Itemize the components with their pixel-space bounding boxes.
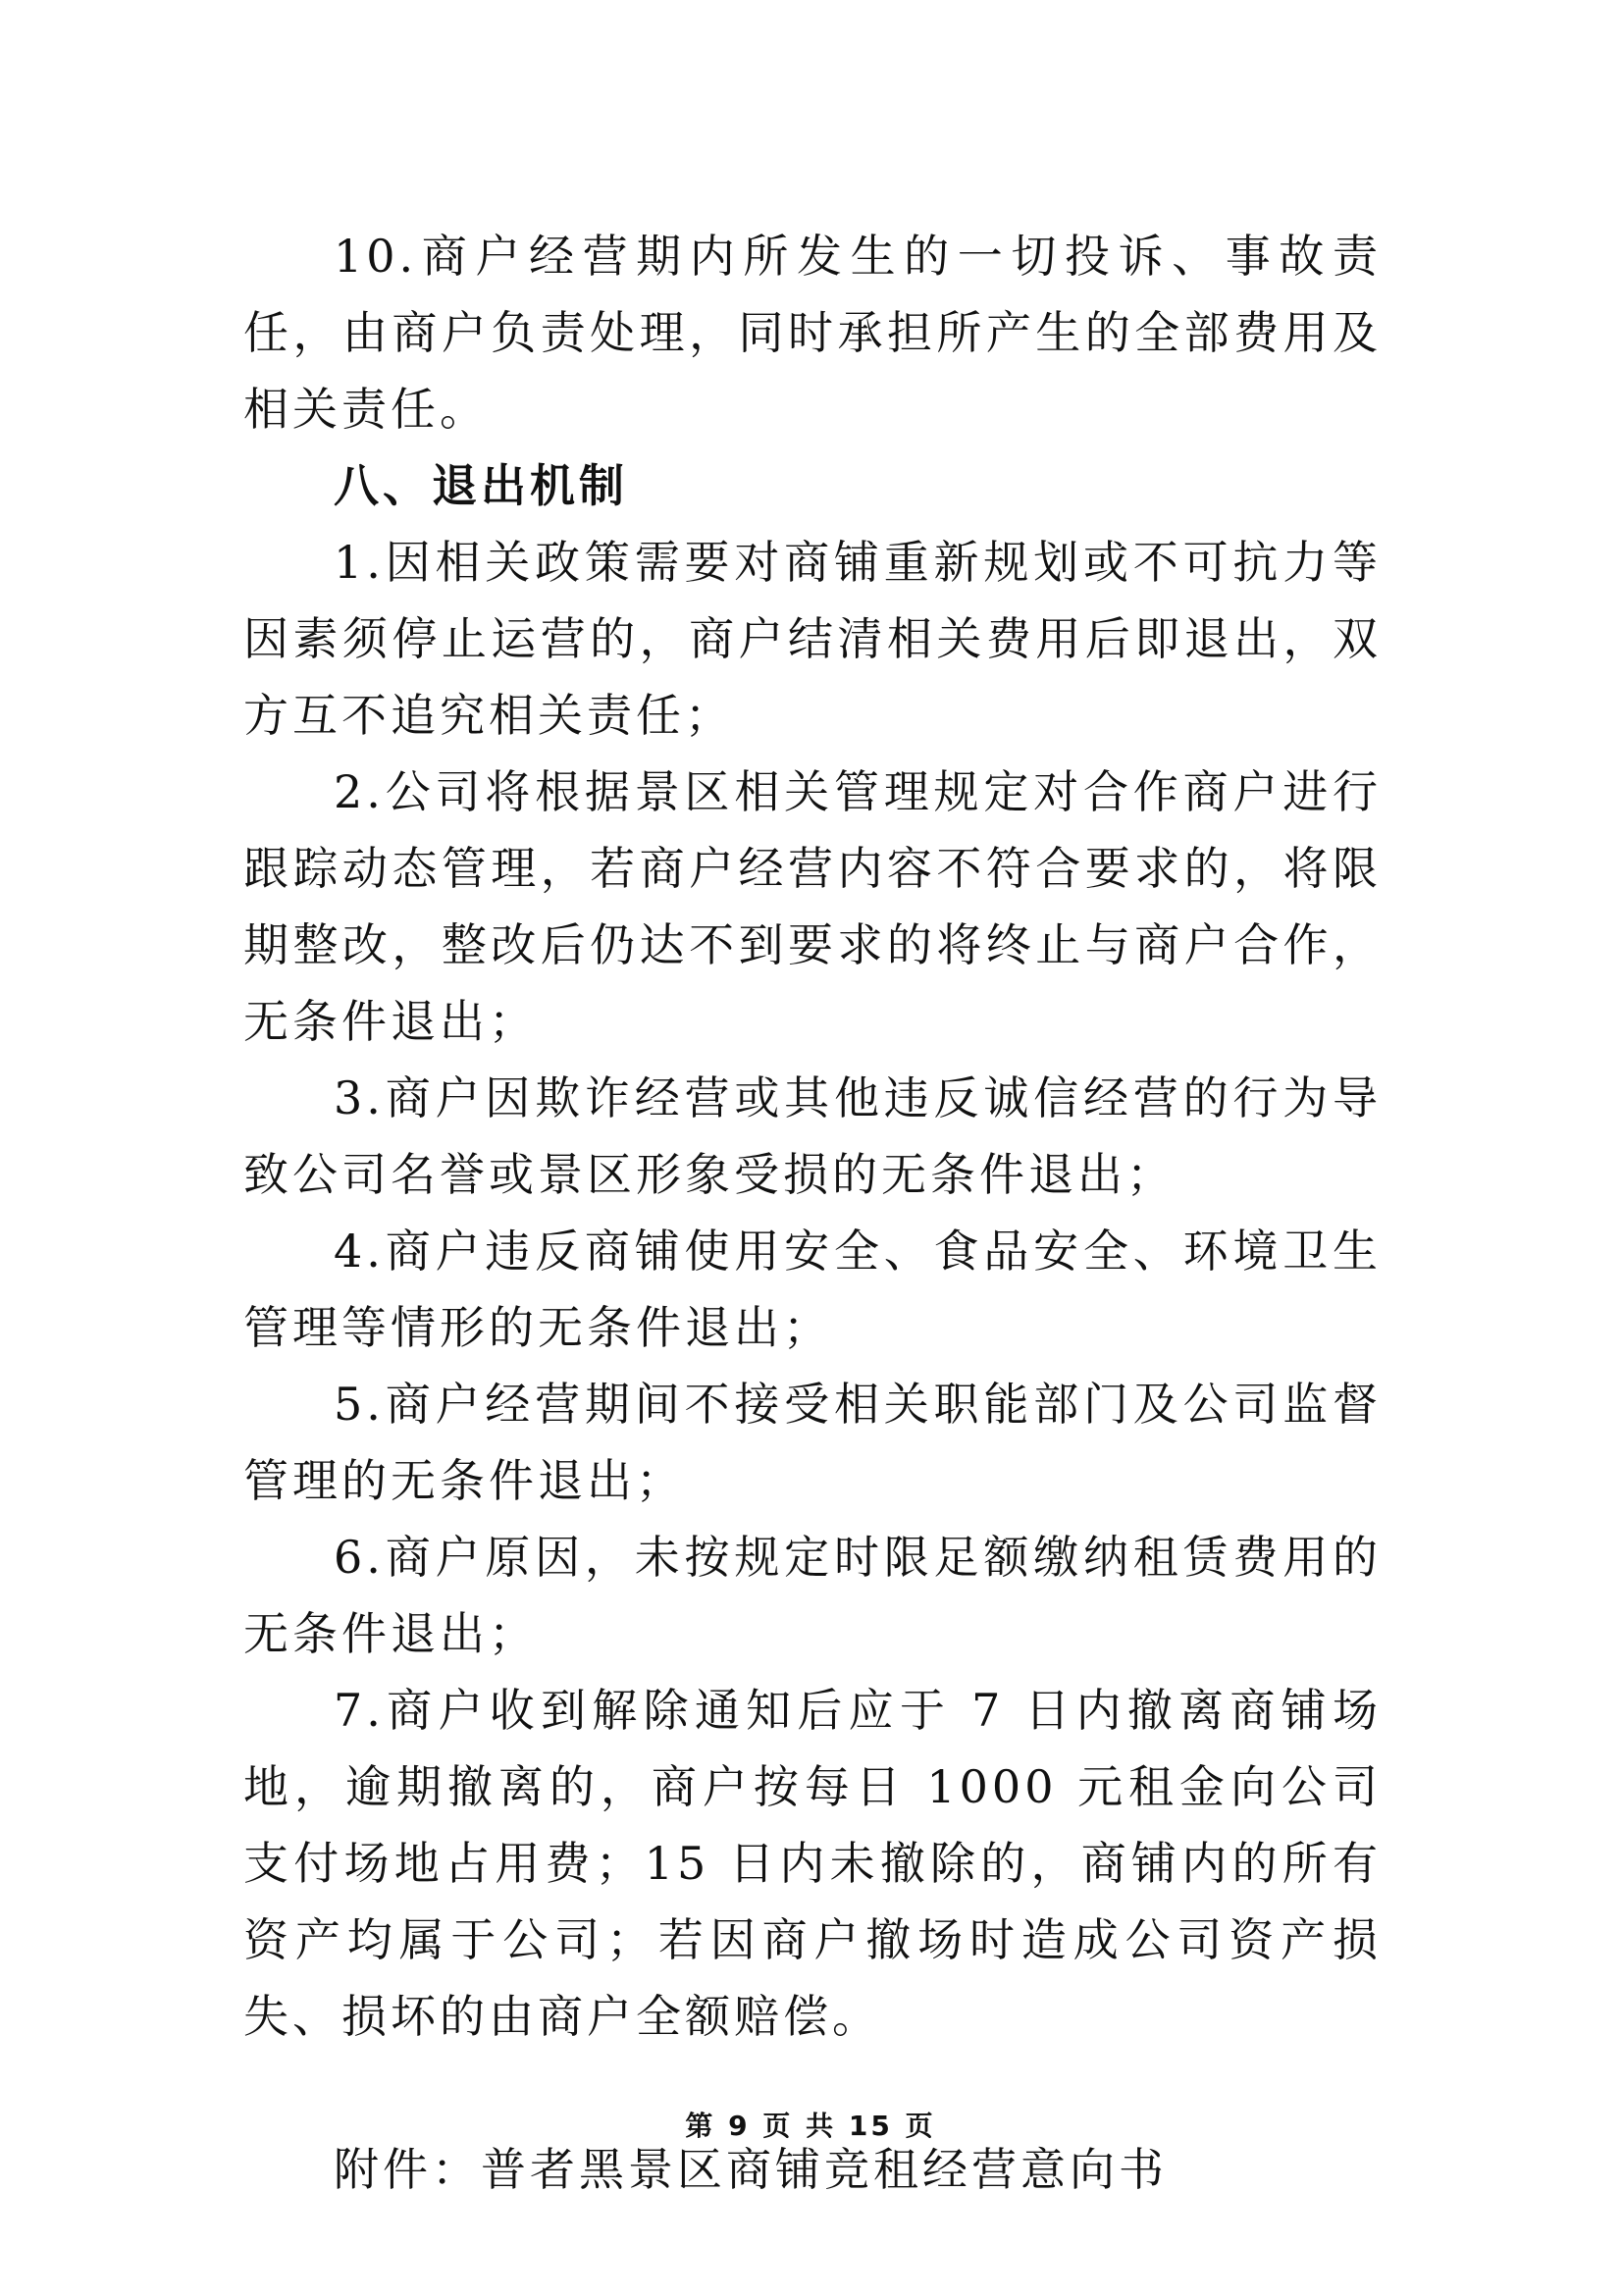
exit-item-2: 2.公司将根据景区相关管理规定对合作商户进行跟踪动态管理，若商户经营内容不符合要求的，将限期整改，整改后仍达不到要求的将终止与商户合作，无条件退出； [243,765,1382,1048]
page-number-footer: 第 9 页 共 15 页 [685,2110,936,2142]
exit-item-5: 5.商户经营期间不接受相关职能部门及公司监督管理的无条件退出； [243,1378,1382,1507]
document-body [243,218,1382,2208]
exit-item-4: 4.商户违反商铺使用安全、食品安全、环境卫生管理等情形的无条件退出； [243,1225,1382,1354]
exit-item-7: 7.商户收到解除通知后应于 7 日内撤离商铺场地，逾期撤离的，商户按每日 1000 元租金向公司支付场地占用费；15 日内未撤除的，商铺内的所有资产均属于公司；若因商户撤场时造成公司资产损失、损坏的由商户全额赔偿。 [243,1684,1382,2043]
section-heading: 八、退出机制 [334,459,628,512]
exit-item-3: 3.商户因欺诈经营或其他违反诚信经营的行为导致公司名誉或景区形象受损的无条件退出； [243,1071,1382,1201]
attachment-line: 附件：普者黑景区商铺竞租经营意向书 [334,2143,1168,2196]
paragraph-item-10: 10.商户经营期内所发生的一切投诉、事故责任，由商户负责处理，同时承担所产生的全部费用及相关责任。 [243,230,1382,436]
exit-item-6: 6.商户原因，未按规定时限足额缴纳租赁费用的无条件退出； [243,1531,1382,1660]
exit-item-1: 1.因相关政策需要对商铺重新规划或不可抗力等因素须停止运营的，商户结清相关费用后即退出，双方互不追究相关责任； [243,536,1382,742]
